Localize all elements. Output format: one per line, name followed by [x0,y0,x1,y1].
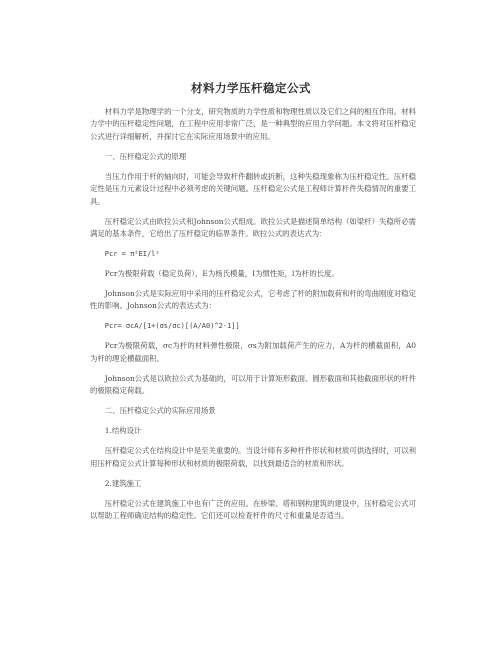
paragraph-johnson-variables: Pcr为极限荷载，σc为杆的材料弹性极限，σs为附加载荷产生的应力，A为杆的横截面积，A0为杆的理论横截面积。 [90,341,416,363]
johnson-formula: Pcr= σcA/[1+(σs/σc)[(A/A0)^2-1]] [104,322,240,331]
paragraph-johnson-intro: Johnson公式是实际应用中采用的压杆稳定公式，它考虑了杆的附加载荷和杆的弯曲刚度对稳定性的影响。Johnson公式的表达式为： [90,289,416,311]
paragraph-structural-design: 压杆稳定公式在结构设计中是至关重要的。当设计师有多种杆件形状和材质可供选择时，可以利用压杆稳定公式计算每种形状和材质的极限荷载，以找到最适合的材质和形状。 [90,446,416,468]
euler-formula: Pcr = π²EI/l² [104,250,160,259]
paragraph-euler-intro: 压杆稳定公式由欧拉公式和Johnson公式组成。欧拉公式是描述简单结构（如梁杆）失稳所必需满足的基本条件，它给出了压杆稳定的临界条件。欧拉公式的表达式为： [90,216,416,239]
section-heading-principle: 一、压杆稳定公式的原理 [104,151,187,161]
section-heading-applications: 二、压杆稳定公式的实际应用场景 [104,406,216,416]
document-body [90,106,416,530]
paragraph-johnson-basis: Johnson公式是以欧拉公式为基础的，可以用于计算矩形截面、圆形截面和其他截面形状的杆件的极限稳定荷载。 [90,373,416,396]
subheading-structural-design: 1.结构设计 [104,426,142,436]
paragraph-euler-variables: Pcr为极限荷载（稳定负荷），E为杨氏模量，I为惯性矩，l为杆的长度。 [104,269,339,279]
document-title: 材料力学压杆稳定公式 [191,81,311,95]
paragraph-construction: 压杆稳定公式在建筑施工中也有广泛的应用。在桥梁、塔和钢构建筑的建设中，压杆稳定公式可以帮助工程师确定结构的稳定性。它们还可以检查杆件的尺寸和重量是否适当。 [90,498,416,521]
subheading-construction: 2.建筑施工 [104,478,142,488]
paragraph-stability-definition: 当压力作用于杆的轴向时，可能会导致杆件翻转或折断，这种失稳现象称为压杆稳定性。压杆稳定性是压力元素设计过程中必须考虑的关键问题。压杆稳定公式是工程师计算杆件失稳情况的重要工具。 [90,171,416,206]
paragraph-intro: 材料力学是物理学的一个分支，研究物质的力学性质和物理性质以及它们之间的相互作用。材料力学中的压杆稳定性问题，在工程中应用非常广泛，是一种典型的应用力学问题。本文将对压杆稳定公式进行详细解析，并探讨它在实际应用场景中的应用。 [90,107,416,141]
